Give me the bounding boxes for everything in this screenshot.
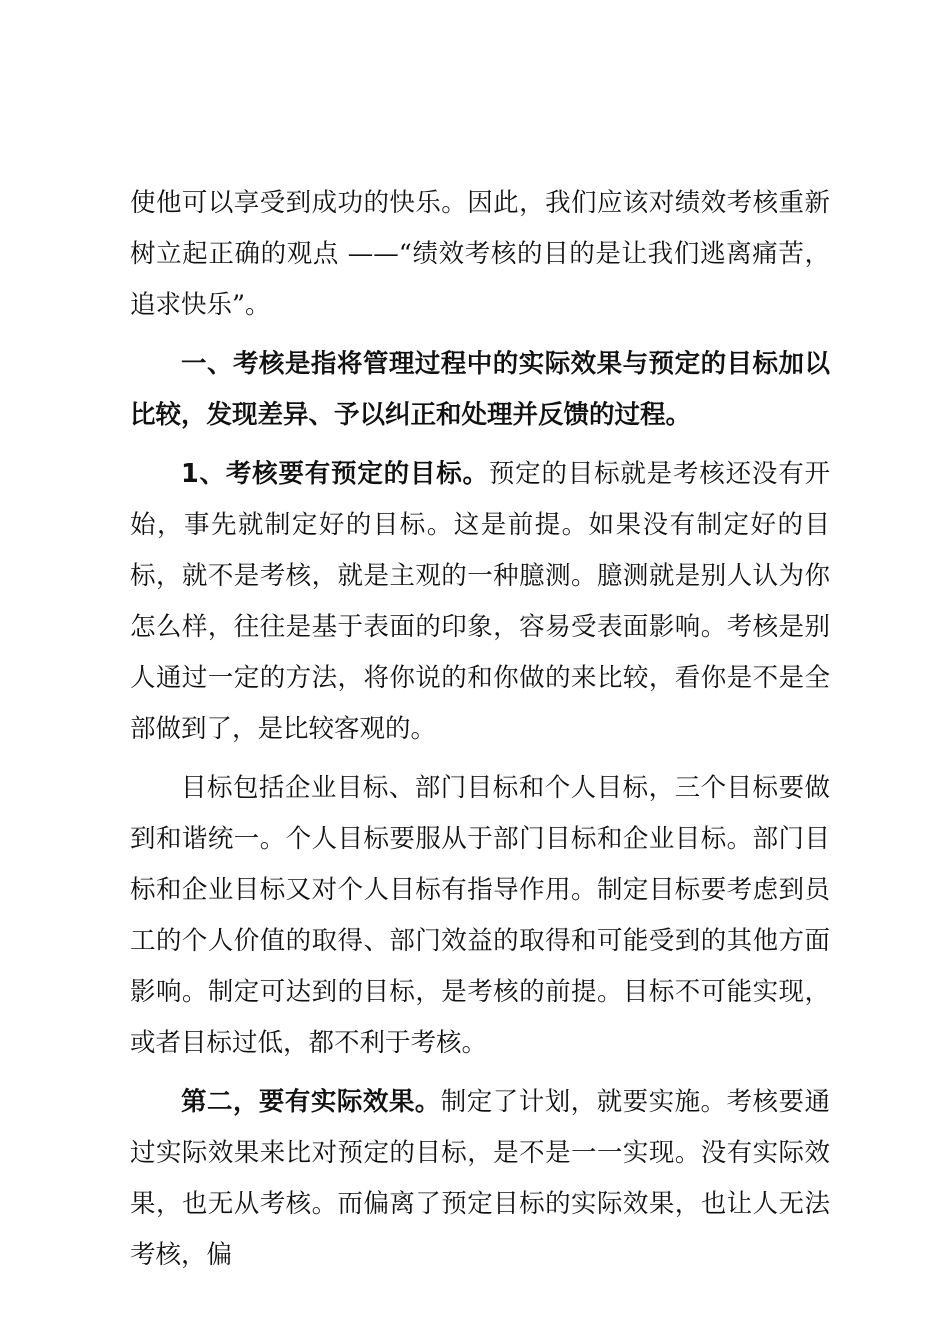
paragraph-targets: 目标包括企业目标、部门目标和个人目标，三个目标要做到和谐统一。个人目标要服从于部门目标和企业目标。部门目标和企业目标又对个人目标有指导作用。制定目标要考虑到员工的个人价值的取得、部门效益的取得和可能受到的其他方面影响。制定可达到的目标，是考核的前提。目标不可能实现，或者目标过低，都不利于考核。 <box>130 773 830 1058</box>
paragraph-goal-body: 预定的目标就是考核还没有开始，事先就制定好的目标。这是前提。如果没有制定好的目标，就不是考核，就是主观的一种臆测。臆测就是别人认为你怎么样，往往是基于表面的印象，容易受表面影响。考核是别人通过一定的方法，将你说的和你做的来比较，看你是不是全部做到了，是比较客观的。 <box>130 459 830 744</box>
paragraph-goal <box>130 449 830 755</box>
section-heading-1: 一、考核是指将管理过程中的实际效果与预定的目标加以比较，发现差异、予以纠正和处理并反馈的过程。 <box>130 349 830 430</box>
document-page <box>130 178 830 1289</box>
paragraph-goal-lead: 1、考核要有预定的目标。 <box>181 459 489 489</box>
paragraph-effect-body: 制定了计划，就要实施。考核要通过实际效果来比对预定的目标，是不是一一实现。没有实际效果，也无从考核。而偏离了预定目标的实际效果，也让人无法考核，偏 <box>130 1087 830 1270</box>
paragraph-effect-lead: 第二，要有实际效果。 <box>181 1087 441 1117</box>
paragraph-effect <box>130 1077 830 1281</box>
paragraph-intro: 使他可以享受到成功的快乐。因此，我们应该对绩效考核重新树立起正确的观点 ——“绩效考核的目的是让我们逃离痛苦，追求快乐”。 <box>130 188 830 320</box>
